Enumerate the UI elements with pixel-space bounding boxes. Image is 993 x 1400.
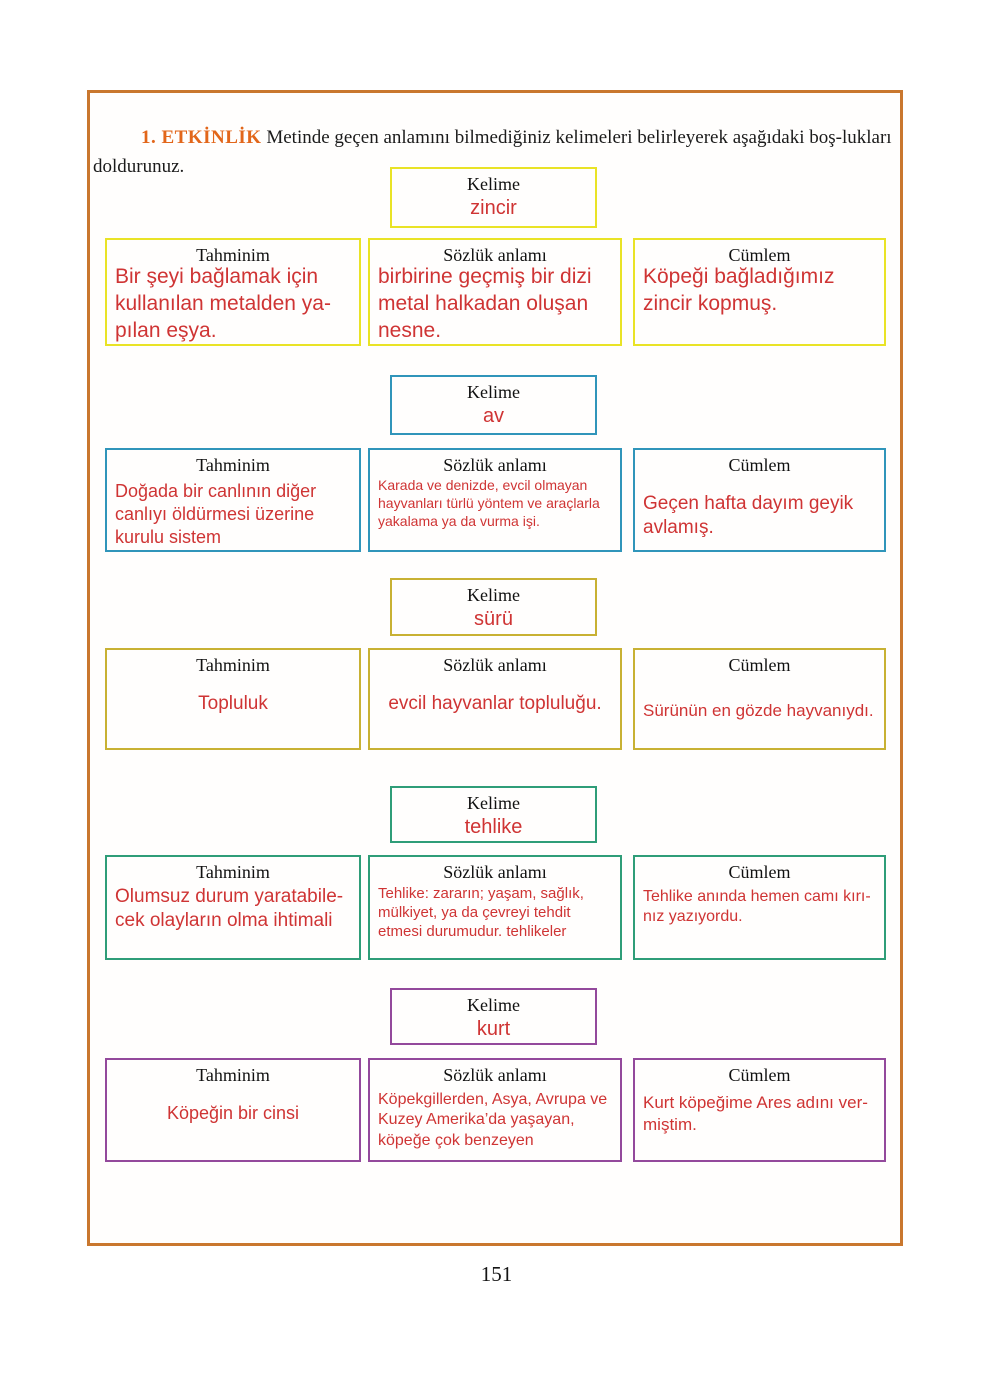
guess-answer: Köpeğin bir cinsi xyxy=(166,1103,300,1123)
sentence-answer: Geçen hafta dayım geyik avlamış. xyxy=(643,493,854,539)
guess-cell xyxy=(105,1058,361,1162)
guess-answer: Doğada bir canlının diğer canlıyı öldürmesi üzerine kurulu sistem xyxy=(115,481,317,548)
sentence-answer: Tehlike anında hemen camı kırı-nız yazıyordu. xyxy=(643,888,871,926)
sentence-header: Cümlem xyxy=(728,655,791,675)
word-value: sürü xyxy=(474,608,513,630)
guess-header: Tahminim xyxy=(196,862,270,882)
guess-cell xyxy=(105,648,361,750)
guess-header: Tahminim xyxy=(196,1065,270,1085)
dictionary-cell xyxy=(368,448,622,552)
guess-cell xyxy=(105,238,361,346)
sentence-answer: Köpeği bağladığımız zincir kopmuş. xyxy=(643,265,835,315)
word-value: av xyxy=(482,405,505,427)
dictionary-header: Sözlük anlamı xyxy=(443,455,547,475)
guess-cell xyxy=(105,448,361,552)
dictionary-answer: Köpekgillerden, Asya, Avrupa ve Kuzey Amerika’da yaşayan, köpeğe çok benzeyen xyxy=(378,1091,608,1149)
word-label: Kelime xyxy=(467,995,520,1015)
guess-answer: Topluluk xyxy=(198,693,268,714)
dictionary-cell xyxy=(368,1058,622,1162)
word-box xyxy=(390,988,597,1045)
guess-header: Tahminim xyxy=(196,245,270,265)
dictionary-answer: evcil hayvanlar topluluğu. xyxy=(388,693,602,714)
word-value: zincir xyxy=(470,197,517,219)
sentence-cell xyxy=(633,1058,886,1162)
sentence-header: Cümlem xyxy=(728,455,791,475)
sentence-answer: Kurt köpeğime Ares adını ver-miştim. xyxy=(643,1093,868,1134)
word-value: kurt xyxy=(476,1018,511,1040)
word-box xyxy=(390,786,597,843)
guess-cell xyxy=(105,855,361,960)
guess-answer: Bir şeyi bağlamak için kullanılan metalden ya-pılan eşya. xyxy=(115,265,331,342)
dictionary-header: Sözlük anlamı xyxy=(443,862,547,882)
activity-label: 1. ETKİNLİK xyxy=(141,127,262,148)
sentence-header: Cümlem xyxy=(728,862,791,882)
sentence-cell xyxy=(633,448,886,552)
instructions-text: Metinde geçen anlamını bilmediğiniz kelimeleri belirleyerek aşağıdaki boş-lukları doldurunuz. xyxy=(93,127,892,178)
word-label: Kelime xyxy=(467,793,520,813)
word-label: Kelime xyxy=(467,174,520,194)
word-box xyxy=(390,578,597,636)
sentence-header: Cümlem xyxy=(728,1065,791,1085)
dictionary-cell xyxy=(368,648,622,750)
page-number: 151 xyxy=(480,1262,513,1286)
sentence-cell xyxy=(633,648,886,750)
word-value: tehlike xyxy=(464,816,523,838)
sentence-header: Cümlem xyxy=(728,245,791,265)
dictionary-header: Sözlük anlamı xyxy=(443,1065,547,1085)
dictionary-cell xyxy=(368,238,622,346)
word-label: Kelime xyxy=(467,585,520,605)
dictionary-answer: Tehlike: zararın; yaşam, sağlık, mülkiyet, ya da çevreyi tehdit etmesi durumudur. tehlikeler xyxy=(378,885,584,941)
dictionary-answer: birbirine geçmiş bir dizi metal halkadan oluşan nesne. xyxy=(378,265,592,342)
guess-header: Tahminim xyxy=(196,655,270,675)
guess-answer: Olumsuz durum yaratabile-cek olayların olma ihtimali xyxy=(115,886,344,932)
word-box xyxy=(390,375,597,435)
guess-header: Tahminim xyxy=(196,455,270,475)
sentence-cell xyxy=(633,238,886,346)
dictionary-answer: Karada ve denizde, evcil olmayan hayvanları türlü yöntem ve araçlarla yakalama ya da vurma işi. xyxy=(378,477,600,529)
word-label: Kelime xyxy=(467,382,520,402)
word-box xyxy=(390,167,597,228)
dictionary-header: Sözlük anlamı xyxy=(443,655,547,675)
dictionary-header: Sözlük anlamı xyxy=(443,245,547,265)
sentence-answer: Sürünün en gözde hayvanıydı. xyxy=(643,701,874,720)
sentence-cell xyxy=(633,855,886,960)
dictionary-cell xyxy=(368,855,622,960)
